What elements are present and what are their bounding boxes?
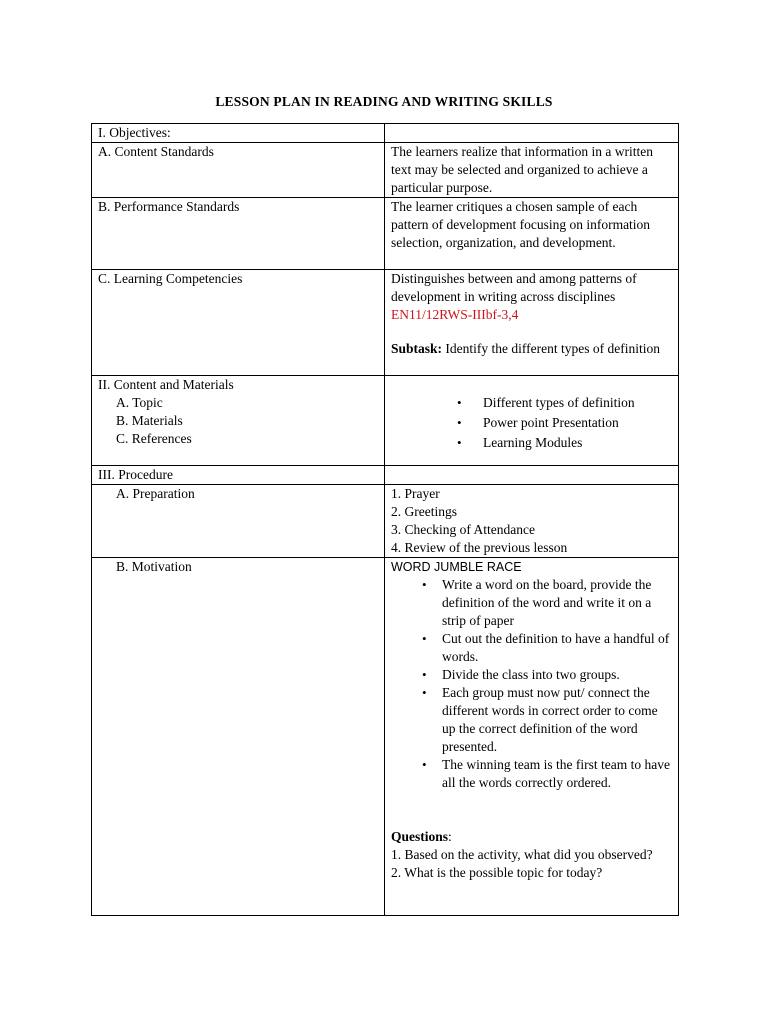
content-standards-text: The learners realize that information in a written text may be selected and organized to achieve a particular purpose.: [385, 143, 679, 198]
list-item: • Write a word on the board, provide the definition of the word and write it on a strip of paper: [391, 576, 674, 630]
material-label: C. References: [116, 431, 192, 446]
material-label: A. Topic: [116, 395, 163, 410]
table-row: [92, 376, 679, 466]
table-row: [92, 558, 679, 916]
table-row: [92, 270, 679, 376]
materials-list: [391, 394, 674, 452]
list-item: 4. Review of the previous lesson: [391, 540, 568, 555]
content-materials-values: [385, 376, 679, 466]
performance-standards-text: The learner critiques a chosen sample of each pattern of development focusing on information selection, organization, and development.: [385, 198, 679, 270]
subtask: [391, 340, 674, 358]
empty-cell: [385, 466, 679, 485]
document-title: LESSON PLAN IN READING AND WRITING SKILLS: [215, 94, 553, 109]
questions-heading: [391, 828, 674, 846]
preparation-label: A. Preparation: [116, 486, 195, 501]
lesson-plan-table: [91, 123, 679, 916]
learning-competencies-cell: [385, 270, 679, 376]
motivation-cell: [92, 558, 385, 916]
list-item: 3. Checking of Attendance: [391, 522, 535, 537]
subtask-text: Identify the different types of definition: [442, 341, 660, 356]
activity-title: WORD JUMBLE RACE: [391, 560, 522, 574]
motivation-content: [385, 558, 679, 916]
content-materials-heading: II. Content and Materials: [98, 377, 234, 392]
table-row: [92, 143, 679, 198]
performance-standards-label: B. Performance Standards: [92, 198, 385, 270]
material-label: B. Materials: [116, 413, 183, 428]
activity-steps: [391, 576, 674, 792]
list-item: • Divide the class into two groups.: [391, 666, 674, 684]
table-row: [92, 198, 679, 270]
competency-code: EN11/12RWS-IIIbf-3,4: [391, 307, 519, 322]
list-item: 2. Greetings: [391, 504, 457, 519]
subtask-label: Subtask:: [391, 341, 443, 356]
content-materials-cell: [92, 376, 385, 466]
table-row: [92, 485, 679, 558]
list-item: • Cut out the definition to have a handful of words.: [391, 630, 674, 666]
list-item: • The winning team is the first team to have all the words correctly ordered.: [391, 756, 674, 792]
list-item: • Learning Modules: [391, 434, 674, 452]
questions-label: Questions: [391, 829, 449, 844]
table-row: [92, 466, 679, 485]
learning-competencies-text: Distinguishes between and among patterns of development in writing across disciplines: [391, 271, 637, 304]
list-item: 2. What is the possible topic for today?: [391, 865, 603, 880]
preparation-steps: [385, 485, 679, 558]
learning-competencies-label: C. Learning Competencies: [92, 270, 385, 376]
motivation-label: B. Motivation: [116, 559, 192, 574]
content-standards-label: A. Content Standards: [92, 143, 385, 198]
list-item: • Different types of definition: [391, 394, 674, 412]
empty-cell: [385, 124, 679, 143]
preparation-cell: [92, 485, 385, 558]
list-item: • Each group must now put/ connect the different words in correct order to come up the correct definition of the word presented.: [391, 684, 674, 756]
table-row: [92, 124, 679, 143]
questions-colon: :: [448, 829, 452, 844]
procedure-heading: III. Procedure: [92, 466, 385, 485]
list-item: • Power point Presentation: [391, 414, 674, 432]
list-item: 1. Prayer: [391, 486, 440, 501]
list-item: 1. Based on the activity, what did you observed?: [391, 847, 653, 862]
objectives-heading: I. Objectives:: [92, 124, 385, 143]
